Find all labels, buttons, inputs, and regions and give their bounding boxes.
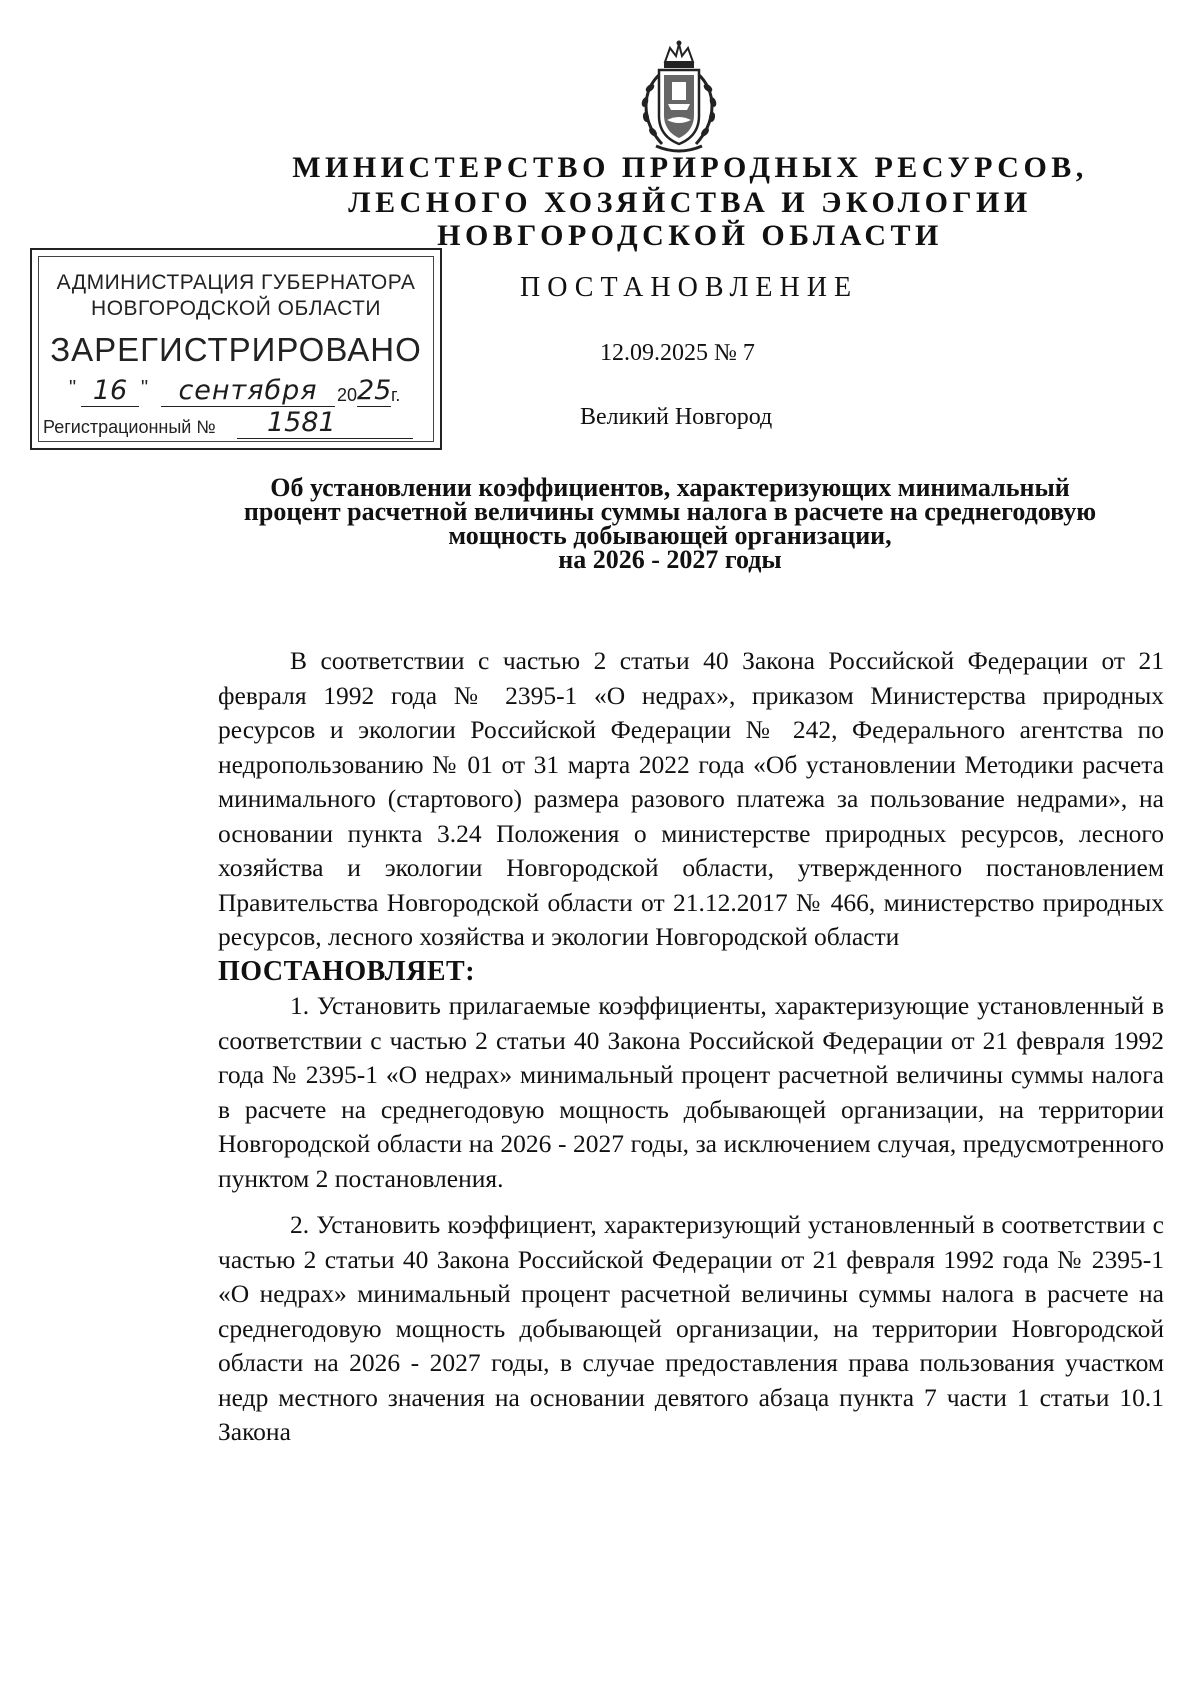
title-line: процент расчетной величины суммы налога в расчете на среднегодовую — [243, 497, 1097, 526]
preamble-paragraph: В соответствии с частью 2 статьи 40 Закона Российской Федерации от 21 февраля 1992 года № 2395-1 «О недрах», приказом Министерства природных ресурсов и экологии Российской Федерации № 242, Федерального агентства по недропользованию № 01 от 31 марта 2022 года «Об установлении Методики расчета минимального (стартового) размера разового платежа за пользование недрами», на основании пункта 3.24 Положения о министерстве природных ресурсов, лесного хозяйства и экологии Новгородской области, утвержденного постановлением Правительства Новгородской области от 21.12.2017 № 466, министерство природных ресурсов, лесного хозяйства и экологии Новгородской области — [218, 646, 1164, 951]
document-place: Великий Новгород — [580, 404, 773, 430]
registration-stamp — [30, 248, 442, 450]
stamp-quote-open: " — [69, 377, 77, 399]
stamp-month: сентября — [161, 375, 335, 407]
stamp-date — [69, 371, 409, 411]
document-title — [200, 473, 1140, 574]
stamp-year-prefix: 20 — [337, 385, 358, 405]
stamp-org-line-2: НОВГОРОДСКОЙ ОБЛАСТИ — [91, 297, 381, 320]
resolves-heading — [218, 955, 1164, 990]
ministry-name-line-2: ЛЕСНОГО ХОЗЯЙСТВА И ЭКОЛОГИИ — [348, 186, 1032, 219]
document-body — [218, 644, 1164, 1450]
stamp-year-suffix: г. — [391, 385, 401, 405]
stamp-day: 16 — [81, 375, 139, 407]
stamp-regno-value: 1581 — [237, 407, 413, 439]
title-line: мощность добывающей организации, — [448, 521, 892, 550]
ministry-name-line-3: НОВГОРОДСКОЙ ОБЛАСТИ — [437, 219, 943, 252]
item-1-paragraph: 1. Установить прилагаемые коэффициенты, характеризующие установленный в соответствии с частью 2 статьи 40 Закона Российской Федерации от 21 февраля 1992 года № 2395-1 «О недрах» минимальный процент расчетной величины суммы налога в расчете на среднегодовую мощность добывающей организации, на территории Новгородской области на 2026 - 2027 годы, за исключением случая, предусмотренного пунктом 2 постановления. — [218, 991, 1164, 1193]
stamp-registered-label: ЗАРЕГИСТРИРОВАНО — [50, 331, 422, 368]
ministry-name-line-1: МИНИСТЕРСТВО ПРИРОДНЫХ РЕСУРСОВ, — [292, 151, 1088, 184]
stamp-year: 25 — [357, 375, 392, 406]
item-2-paragraph: 2. Установить коэффициент, характеризующий установленный в соответствии с частью 2 статьи 40 Закона Российской Федерации от 21 февраля 1992 года № 2395-1 «О недрах» минимальный процент расчетной величины суммы налога в расчете на среднегодовую мощность добывающей организации, на территории Новгородской области на 2026 - 2027 годы, в случае предоставления права пользования участком недр местного значения на основании девятого абзаца пункта 7 части 1 статьи 10.1 Закона — [218, 1210, 1164, 1446]
stamp-org-line-1: АДМИНИСТРАЦИЯ ГУБЕРНАТОРА — [56, 271, 416, 294]
stamp-regno-label: Регистрационный № — [43, 417, 216, 437]
title-line: Об установлении коэффициентов, характеризующих минимальный — [270, 473, 1070, 502]
resolves-label: ПОСТАНОВЛЯЕТ: — [218, 955, 476, 987]
coat-of-arms-icon — [632, 40, 726, 158]
title-line: на 2026 - 2027 годы — [558, 545, 782, 574]
stamp-quote-close: " — [141, 377, 149, 399]
document-date-number: 12.09.2025 № 7 — [600, 340, 755, 366]
document-type: ПОСТАНОВЛЕНИЕ — [520, 272, 859, 303]
